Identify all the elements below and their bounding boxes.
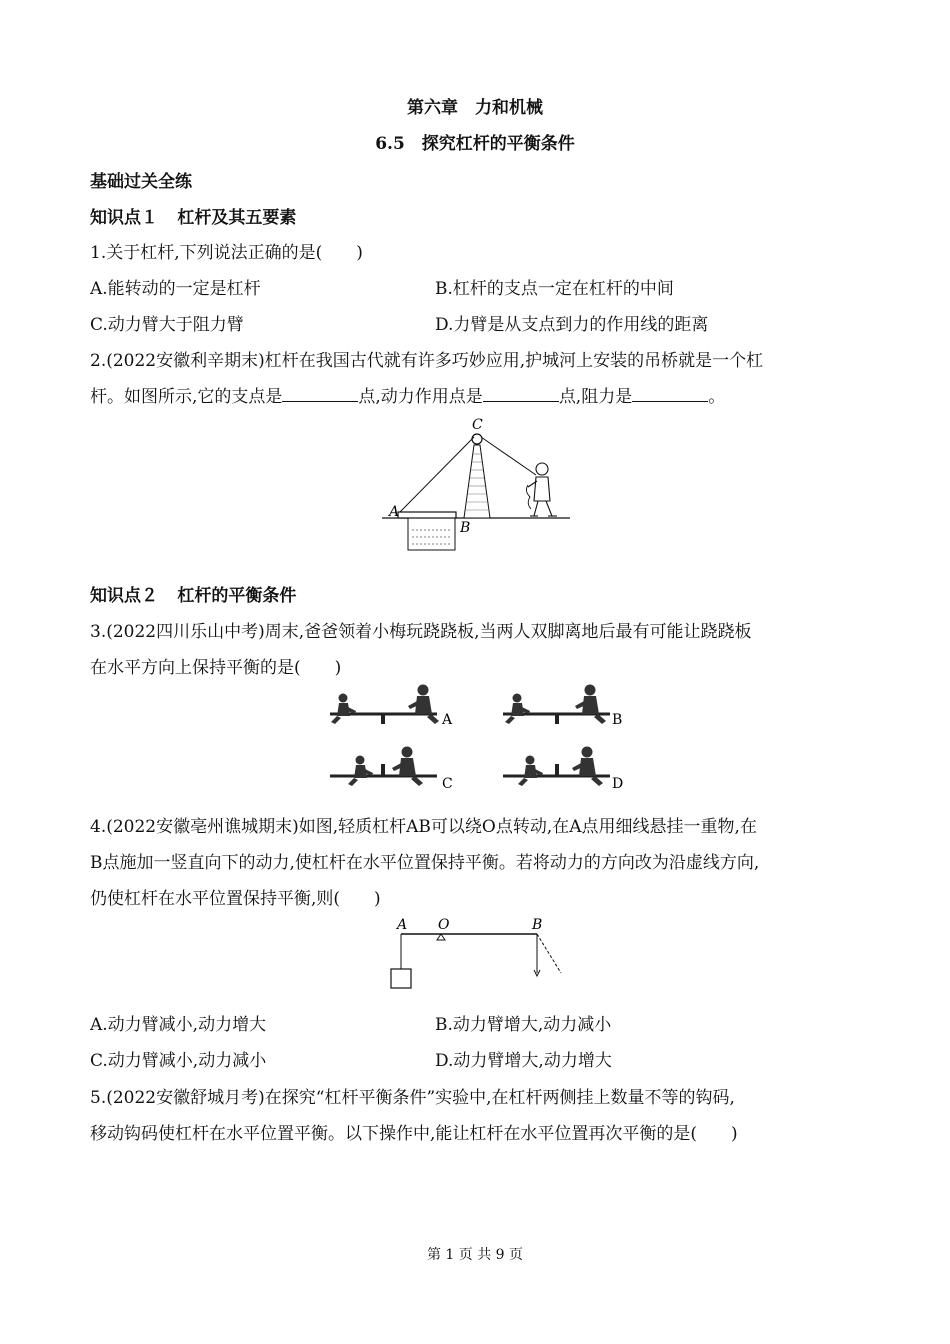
q2-seg3: 点,阻力是 [558, 387, 633, 407]
page-footer: 第 1 页 共 9 页 [426, 1247, 524, 1263]
chapter-title: 第六章 力和机械 [407, 98, 543, 118]
q5-line2-close: ) [731, 1124, 738, 1144]
seesaw-option-b [503, 685, 622, 729]
seesaw-option-d [503, 747, 623, 793]
q4-line2: B点施加一竖直向下的动力,使杠杆在水平位置保持平衡。若将动力的方向改为沿虚线方向, [90, 853, 760, 873]
q4-line3-close: ) [374, 889, 381, 909]
q4-option-b: B.动力臂增大,动力减小 [435, 1015, 612, 1035]
q3-line2-close: ) [334, 658, 342, 678]
kp2-heading [90, 584, 296, 608]
seesaw-option-a [330, 685, 453, 729]
q2-seg1: 杆。如图所示,它的支点是 [90, 387, 283, 407]
q4-line3 [90, 887, 381, 911]
q1-stem-text: 1.关于杠杆,下列说法正确的是( [90, 243, 323, 263]
seesaw-label-a: A [442, 712, 453, 728]
fig2-label-a: A [389, 504, 400, 520]
q3-line2 [90, 656, 341, 680]
kp2-label: 知识点２ [90, 586, 158, 606]
fig4-label-a: A [397, 917, 408, 933]
q2-seg4: 。 [708, 387, 726, 407]
fig4-label-b: B [532, 917, 543, 933]
q1-option-c: C.动力臂大于阻力臂 [90, 315, 244, 335]
kp1-name: 杠杆及其五要素 [177, 208, 297, 228]
q3-line1: 3.(2022四川乐山中考)周末,爸爸领着小梅玩跷跷板,当两人双脚离地后最有可能让跷跷板 [90, 622, 752, 642]
q1-option-b: B.杠杆的支点一定在杠杆的中间 [435, 279, 674, 299]
seesaw-figures [325, 688, 635, 798]
q5-line2 [90, 1122, 738, 1146]
q4-option-c: C.动力臂减小,动力减小 [90, 1051, 267, 1071]
kp2-name: 杠杆的平衡条件 [177, 586, 297, 606]
fig4-label-o: O [438, 917, 450, 933]
fig2-label-c: C [472, 417, 483, 433]
fig2-label-b: B [460, 520, 471, 536]
drawbridge-figure [380, 415, 570, 555]
q4-option-a: A.动力臂减小,动力增大 [90, 1015, 267, 1035]
seesaw-label-b: B [612, 712, 623, 728]
q1-stem-close: ) [356, 243, 363, 263]
seesaw-option-c [330, 747, 453, 793]
q1-option-a: A.能转动的一定是杠杆 [90, 279, 261, 299]
q1-stem [90, 241, 363, 265]
q4-line3-text: 仍使杠杆在水平位置保持平衡,则( [90, 889, 341, 909]
q4-option-d: D.动力臂增大,动力增大 [435, 1051, 612, 1071]
q2-blank-effort-point[interactable] [483, 385, 559, 402]
q3-line2-text: 在水平方向上保持平衡的是( [90, 658, 301, 678]
q1-option-d: D.力臂是从支点到力的作用线的距离 [435, 315, 709, 335]
kp1-heading [90, 206, 296, 230]
q2-blank-fulcrum[interactable] [282, 385, 358, 402]
section-title: 6.5 探究杠杆的平衡条件 [375, 134, 575, 154]
seesaw-label-d: D [612, 776, 624, 792]
q2-blank-resistance[interactable] [632, 385, 708, 402]
q2-line1: 2.(2022安徽利辛期末)杠杆在我国古代就有许多巧妙应用,护城河上安装的吊桥就是一个杠 [90, 351, 764, 371]
q5-line1: 5.(2022安徽舒城月考)在探究“杠杆平衡条件”实验中,在杠杆两侧挂上数量不等的钩码, [90, 1088, 735, 1108]
practice-title: 基础过关全练 [90, 172, 192, 192]
q4-line1: 4.(2022安徽亳州谯城期末)如图,轻质杠杆AB可以绕O点转动,在A点用细线悬挂一重物,在 [90, 817, 757, 837]
q2-seg2: 点,动力作用点是 [358, 387, 483, 407]
kp1-label: 知识点１ [90, 208, 158, 228]
q2-line2 [90, 385, 725, 409]
lever-figure [385, 918, 575, 993]
q5-line2-text: 移动钩码使杠杆在水平位置平衡。以下操作中,能让杠杆在水平位置再次平衡的是( [90, 1124, 698, 1144]
seesaw-label-c: C [442, 776, 453, 792]
